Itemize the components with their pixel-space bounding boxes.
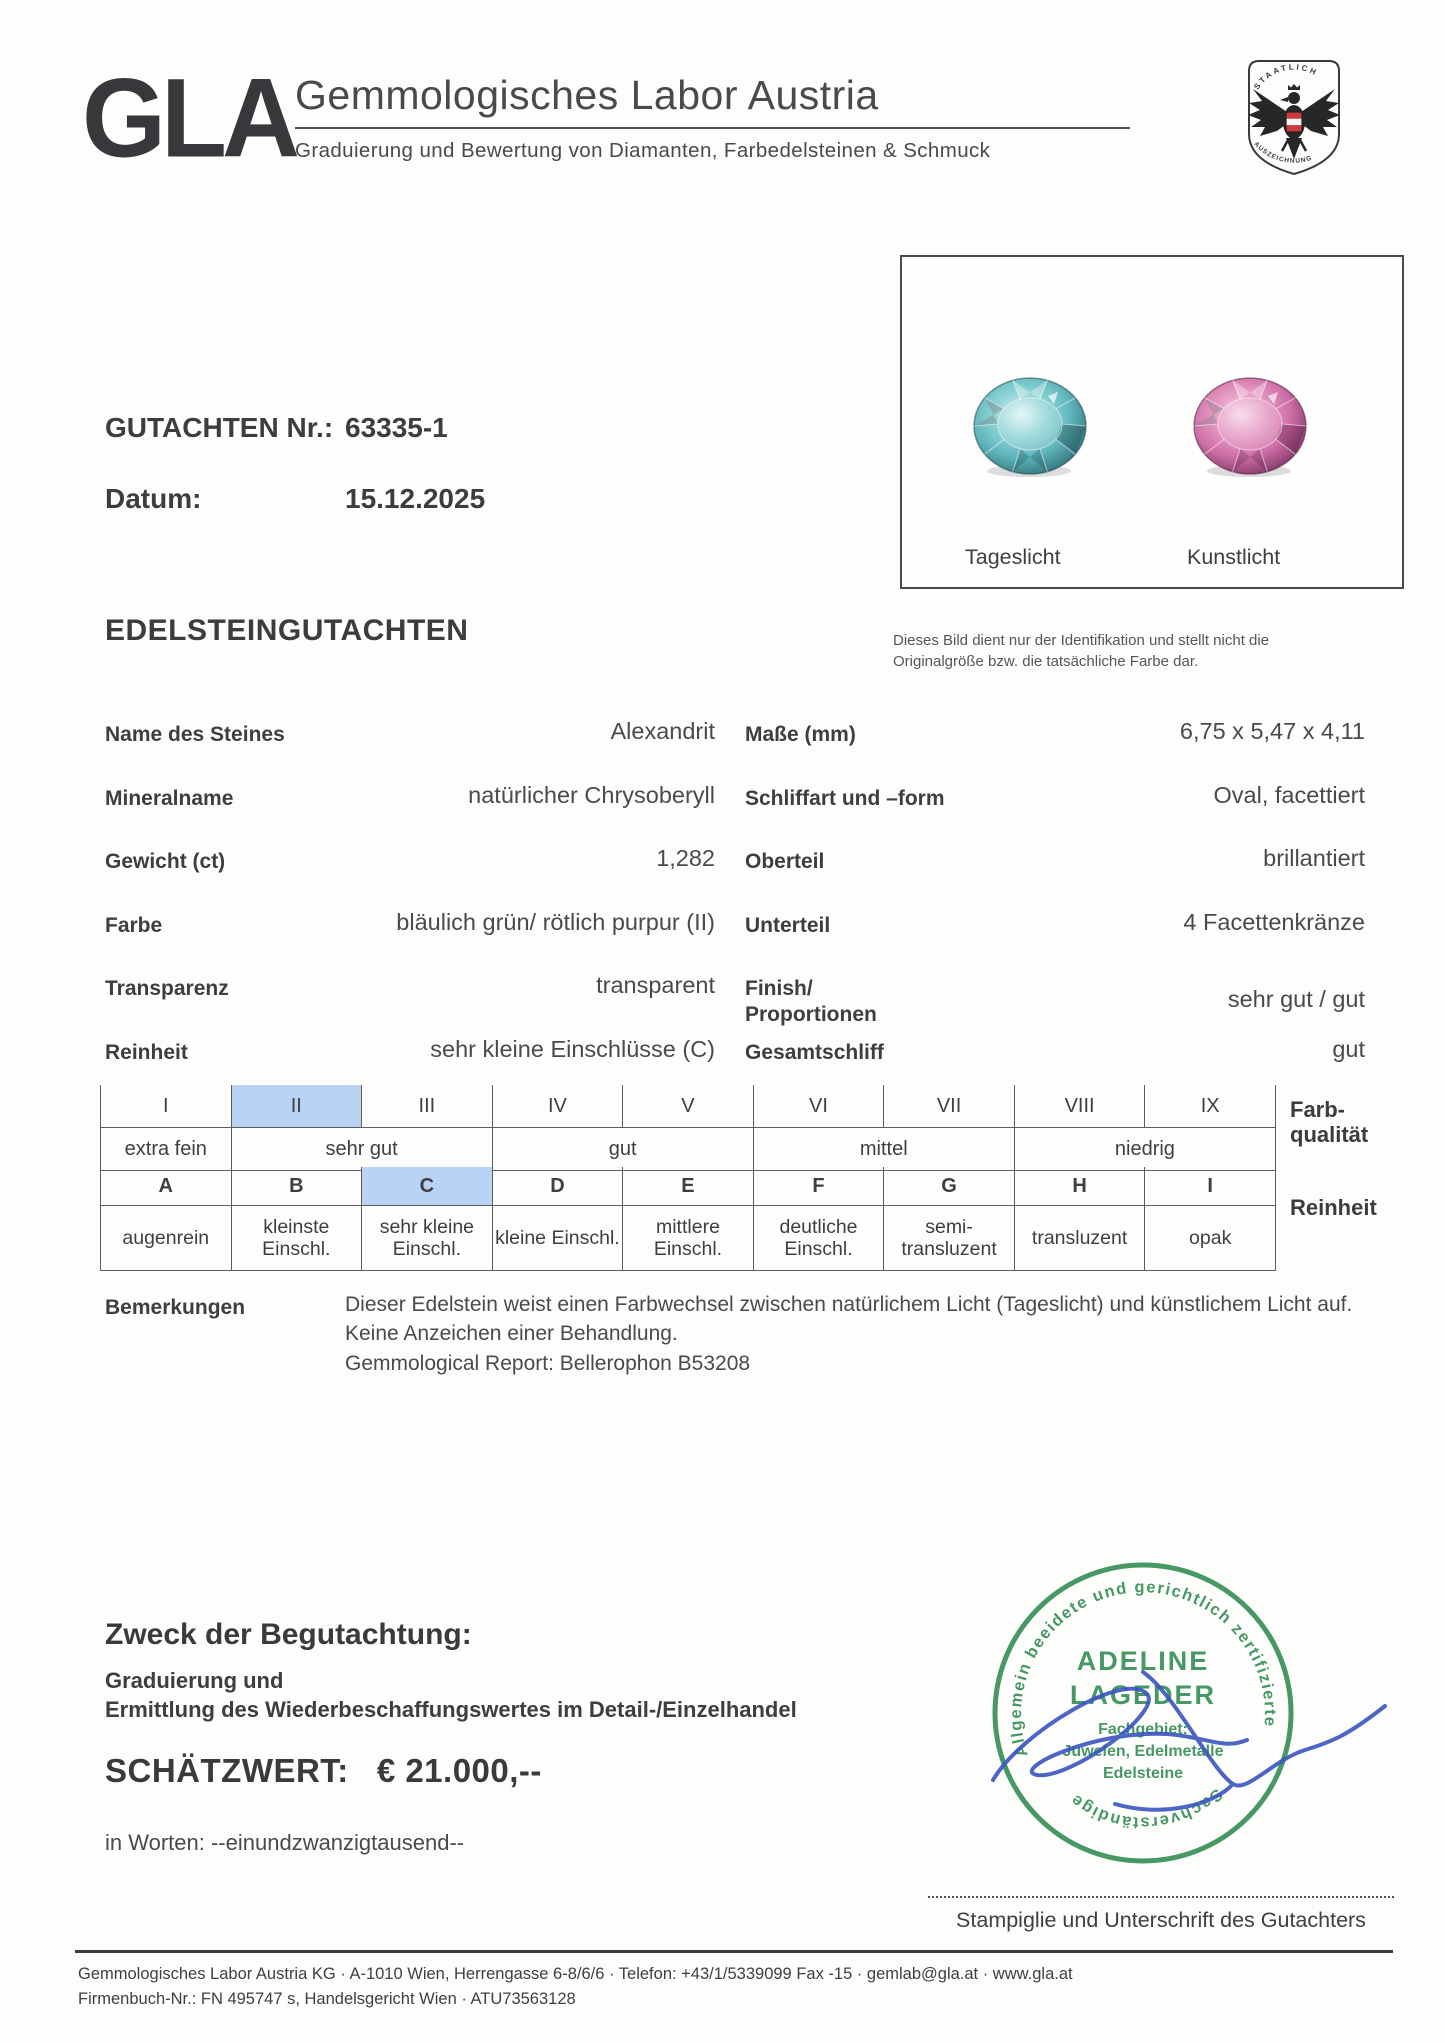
stamp-name-line2: LAGEDER — [1069, 1680, 1217, 1710]
footer-divider — [75, 1950, 1393, 1953]
remarks-line: Gemmological Report: Bellerophon B53208 — [345, 1351, 751, 1375]
color-grade-cell-selected: II — [231, 1085, 362, 1128]
color-grade-cell: VII — [884, 1085, 1015, 1128]
daylight-caption: Tageslicht — [965, 545, 1061, 569]
purpose-title: Zweck der Begutachtung: — [105, 1618, 472, 1651]
spec-value: transparent — [596, 972, 715, 998]
spec-row — [105, 782, 715, 846]
spec-value: gut — [1332, 1035, 1365, 1062]
color-grade-cell: III — [362, 1085, 493, 1128]
spec-value: Alexandrit — [610, 718, 715, 744]
clarity-grade-cell: A — [101, 1167, 232, 1206]
stamp-ring-text-top: Allgemein beeidete und gerichtlich zertifizierte — [1006, 1578, 1280, 1760]
clarity-grade-cell: G — [884, 1167, 1015, 1206]
footer-line1: Gemmologisches Labor Austria KG · A-1010 Wien, Herrengasse 6-8/6/6 · Telefon: +43/1/5339099 Fax -15 · gemlab@gla.at · www.gla.at — [78, 1965, 1073, 1983]
spec-value: 6,75 x 5,47 x 4,11 — [1179, 718, 1365, 744]
color-quality-side-label — [1290, 1098, 1368, 1147]
footer — [78, 1962, 1398, 2012]
estimate-label: SCHÄTZWERT: — [105, 1752, 349, 1789]
gla-logo: GLA — [82, 54, 295, 181]
stamp-ring-text-bottom: Sachverständige — [1066, 1784, 1226, 1832]
austrian-eagle-icon — [1238, 56, 1350, 185]
spec-label: Gewicht (ct) — [105, 850, 226, 873]
spec-value: 1,282 — [656, 845, 715, 871]
stamp-detail-line1: Fachgebiet: — [1098, 1721, 1188, 1738]
spec-label: Mineralname — [105, 786, 234, 810]
report-number-label: GUTACHTEN Nr.: — [105, 412, 334, 443]
stamp-name-line1: ADELINE — [1076, 1646, 1210, 1676]
clarity-grade-cell: F — [753, 1167, 884, 1206]
spec-row — [105, 972, 715, 1036]
clarity-grade-cell: H — [1014, 1167, 1145, 1206]
spec-value: sehr kleine Einschlüsse (C) — [430, 1035, 715, 1062]
gem-photo-incandescent — [1190, 372, 1312, 487]
report-date-value: 15.12.2025 — [345, 483, 486, 514]
spec-row — [745, 972, 1365, 1036]
report-number-row — [105, 412, 665, 444]
spec-row — [745, 718, 1365, 782]
clarity-side-label: Reinheit — [1290, 1195, 1377, 1220]
clarity-desc-cell: augenrein — [101, 1206, 232, 1271]
photo-disclaimer-line2: Originalgröße bzw. die tatsächliche Farbe dar. — [893, 653, 1199, 671]
clarity-desc-cell: transluzent — [1014, 1206, 1145, 1271]
spec-label: Oberteil — [745, 850, 825, 873]
gem-photo-box — [900, 255, 1404, 589]
spec-label: Name des Steines — [105, 723, 285, 746]
footer-line2: Firmenbuch-Nr.: FN 495747 s, Handelsgericht Wien · ATU73563128 — [78, 1989, 576, 2008]
spec-label: Unterteil — [745, 913, 831, 937]
spec-label: Maße (mm) — [745, 723, 856, 746]
color-quality-table — [100, 1085, 1276, 1171]
spec-label: Farbe — [105, 913, 163, 937]
spec-label: Transparenz — [105, 977, 229, 1000]
spec-value: brillantiert — [1263, 845, 1365, 871]
clarity-grade-cell: D — [492, 1167, 623, 1206]
stamp-detail-line3: Edelsteine — [1102, 1765, 1184, 1782]
remarks-line: Keine Anzeichen einer Behandlung. — [345, 1322, 678, 1346]
header-block — [295, 72, 1135, 163]
purpose-line: Ermittlung des Wiederbeschaffungswertes im Detail-/Einzelhandel — [105, 1697, 797, 1723]
spec-value: 4 Facettenkränze — [1183, 908, 1365, 935]
color-group-cell: sehr gut — [231, 1128, 492, 1171]
spec-row — [745, 845, 1365, 909]
remarks-line: Dieser Edelstein weist einen Farbwechsel zwischen natürlichem Licht (Tageslicht) und künstlichem Licht auf. — [345, 1293, 1353, 1316]
stamp-detail-line2: Juwelen, Edelmetalle — [1062, 1743, 1224, 1760]
svg-text:STAATLICH — [1252, 63, 1320, 92]
spec-label: Gesamtschliff — [745, 1040, 884, 1064]
report-number-value: 63335-1 — [345, 412, 448, 443]
clarity-desc-cell: sehr kleine Einschl. — [362, 1206, 493, 1271]
estimate-row — [105, 1752, 542, 1790]
expert-signature — [975, 1608, 1405, 1853]
estimate-in-words: in Worten: --einundzwanzigtausend-- — [105, 1830, 465, 1855]
clarity-grade-cell: I — [1145, 1167, 1276, 1206]
spec-label: Reinheit — [105, 1040, 188, 1064]
lab-title: Gemmologisches Labor Austria — [295, 72, 879, 118]
spec-label: Schliffart und –form — [745, 786, 945, 810]
estimate-value: € 21.000,-- — [376, 1752, 542, 1789]
stamp-caption: Stampiglie und Unterschrift des Gutachters — [956, 1908, 1366, 1932]
specs-right-column — [745, 718, 1365, 1099]
color-grade-cell: IX — [1145, 1085, 1276, 1128]
report-date-row — [105, 483, 665, 515]
color-grade-header-row — [101, 1085, 1276, 1128]
side-label-line: qualität — [1290, 1121, 1369, 1147]
spec-row — [105, 909, 715, 973]
color-grade-cell: I — [101, 1085, 232, 1128]
clarity-desc-cell: opak — [1145, 1206, 1276, 1271]
purpose-line: Graduierung und — [105, 1668, 284, 1693]
spec-row — [745, 782, 1365, 846]
spec-value: natürlicher Chrysoberyll — [468, 781, 715, 808]
lab-subtitle: Graduierung und Bewertung von Diamanten, Farbedelsteinen & Schmuck — [295, 139, 991, 162]
color-group-cell: gut — [492, 1128, 753, 1171]
spec-row — [105, 845, 715, 909]
clarity-desc-cell: kleine Einschl. — [492, 1206, 623, 1271]
spec-value: sehr gut / gut — [1227, 986, 1365, 1012]
clarity-desc-cell: deutliche Einschl. — [753, 1206, 884, 1271]
purpose-lines — [105, 1666, 797, 1724]
spec-row — [745, 909, 1365, 973]
spec-label: Finish/ Proportionen — [745, 977, 877, 1027]
signature-dotted-line — [928, 1896, 1394, 1898]
color-grade-cell: IV — [492, 1085, 623, 1128]
side-label-line: Farb- — [1290, 1097, 1345, 1122]
color-group-cell: mittel — [753, 1128, 1014, 1171]
report-date-label: Datum: — [105, 483, 202, 514]
color-grade-group-row — [101, 1128, 1276, 1171]
incandescent-caption: Kunstlicht — [1187, 545, 1281, 569]
color-group-cell: niedrig — [1014, 1128, 1275, 1171]
photo-disclaimer — [893, 630, 1305, 673]
header-divider — [295, 127, 1130, 129]
clarity-grade-header-row — [101, 1167, 1276, 1206]
clarity-desc-cell: kleinste Einschl. — [231, 1206, 362, 1271]
clarity-grade-cell-selected: C — [362, 1167, 493, 1206]
specs-left-column — [105, 718, 715, 1099]
spec-value: bläulich grün/ rötlich purpur (II) — [396, 908, 715, 935]
austria-shield-icon — [1286, 112, 1302, 132]
color-grade-cell: VIII — [1014, 1085, 1145, 1128]
document-title: EDELSTEINGUTACHTEN — [105, 614, 469, 647]
spec-row — [105, 718, 715, 782]
remarks-label: Bemerkungen — [105, 1296, 246, 1319]
emblem-top-text: STAATLICH — [1252, 62, 1320, 92]
color-grade-cell: V — [623, 1085, 754, 1128]
gem-photo-daylight — [970, 372, 1092, 487]
clarity-desc-cell: semi- transluzent — [884, 1206, 1015, 1271]
color-group-cell: extra fein — [101, 1128, 232, 1171]
clarity-description-row — [101, 1206, 1276, 1271]
spec-value: Oval, facettiert — [1213, 781, 1365, 808]
photo-disclaimer-line1: Dieses Bild dient nur der Identifikation und stellt nicht die — [893, 632, 1270, 649]
clarity-table — [100, 1167, 1276, 1271]
clarity-desc-cell: mittlere Einschl. — [623, 1206, 754, 1271]
remarks-text — [345, 1290, 1385, 1378]
svg-text:AUSZEICHNUNG — [1252, 141, 1313, 165]
color-grade-cell: VI — [753, 1085, 884, 1128]
emblem-bottom-text: AUSZEICHNUNG — [1252, 140, 1314, 165]
clarity-grade-cell: B — [231, 1167, 362, 1206]
clarity-grade-cell: E — [623, 1167, 754, 1206]
